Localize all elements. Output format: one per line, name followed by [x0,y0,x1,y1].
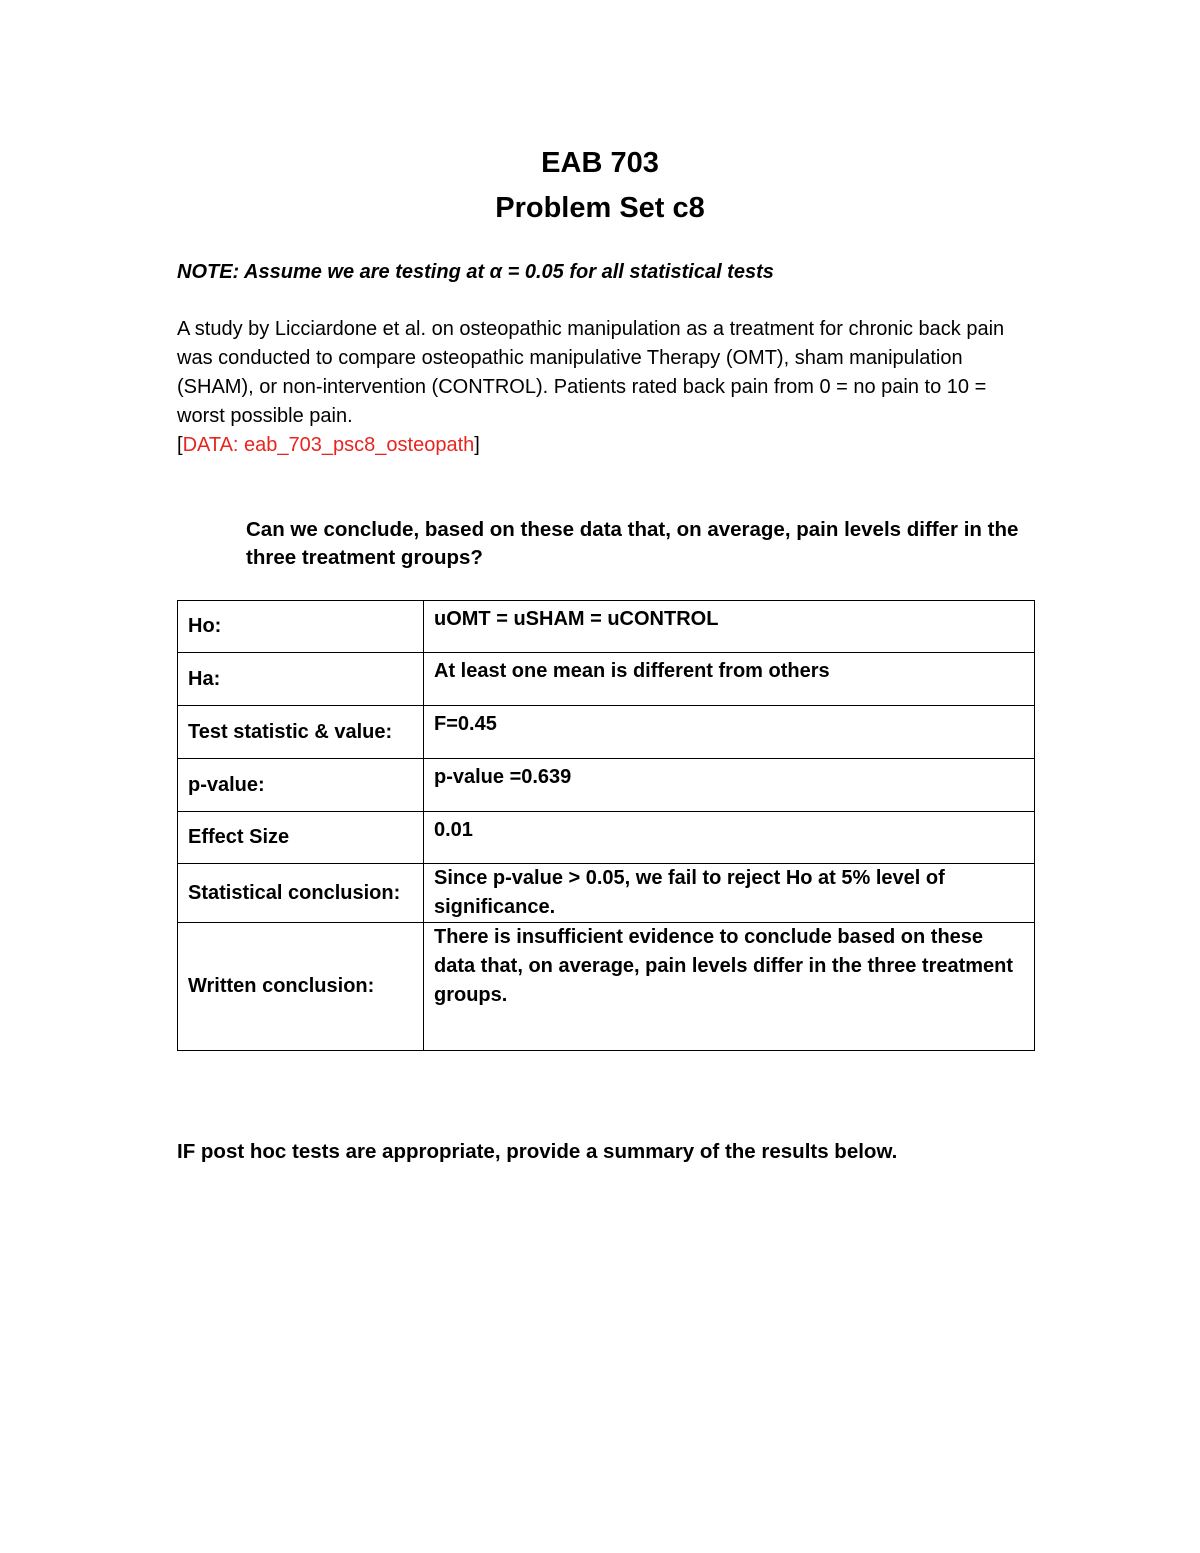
data-bracket-open: [ [177,434,183,456]
row-label: Test statistic & value: [178,706,424,759]
table-row-written-conclusion [178,923,1035,1051]
course-title: EAB 703 [541,147,659,179]
data-reference [177,431,1037,460]
row-label: Ha: [178,653,424,706]
row-label: p-value: [178,759,424,812]
study-description [177,315,1037,460]
alpha-note: NOTE: Assume we are testing at α = 0.05 for all statistical tests [177,261,774,283]
row-value: p-value =0.639 [424,759,1035,812]
post-hoc-prompt: IF post hoc tests are appropriate, provide a summary of the results below. [177,1140,898,1163]
row-label: Effect Size [178,812,424,864]
table-row-p-value [178,759,1035,812]
dataset-name: DATA: eab_703_psc8_osteopath [182,434,475,456]
row-value: Since p-value > 0.05, we fail to reject Ho at 5% level of significance. [424,864,1035,923]
table-row-test-statistic [178,706,1035,759]
problem-set-title: Problem Set c8 [495,192,705,224]
data-bracket-close: ] [474,434,480,456]
row-value: There is insufficient evidence to conclude based on these data that, on average, pain levels differ in the three treatment groups. [424,923,1035,1051]
row-label: Statistical conclusion: [178,864,424,923]
research-question: Can we conclude, based on these data that, on average, pain levels differ in the three treatment groups? [246,518,1019,569]
row-value: At least one mean is different from others [424,653,1035,706]
study-paragraph: A study by Licciardone et al. on osteopathic manipulation as a treatment for chronic back pain was conducted to compare osteopathic manipulative Therapy (OMT), sham manipulation (SHAM), or non-intervention (CONTROL). Patients rated back pain from 0 = no pain to 10 = worst possible pain. [177,318,1005,427]
row-value: 0.01 [424,812,1035,864]
table-row-statistical-conclusion [178,864,1035,923]
row-value: uOMT = uSHAM = uCONTROL [424,601,1035,653]
table-row-alternative-hypothesis [178,653,1035,706]
row-label: Written conclusion: [178,923,424,1051]
row-value: F=0.45 [424,706,1035,759]
hypothesis-test-table [177,600,1035,1051]
table-row-effect-size [178,812,1035,864]
row-label: Ho: [178,601,424,653]
table-row-null-hypothesis [178,601,1035,653]
